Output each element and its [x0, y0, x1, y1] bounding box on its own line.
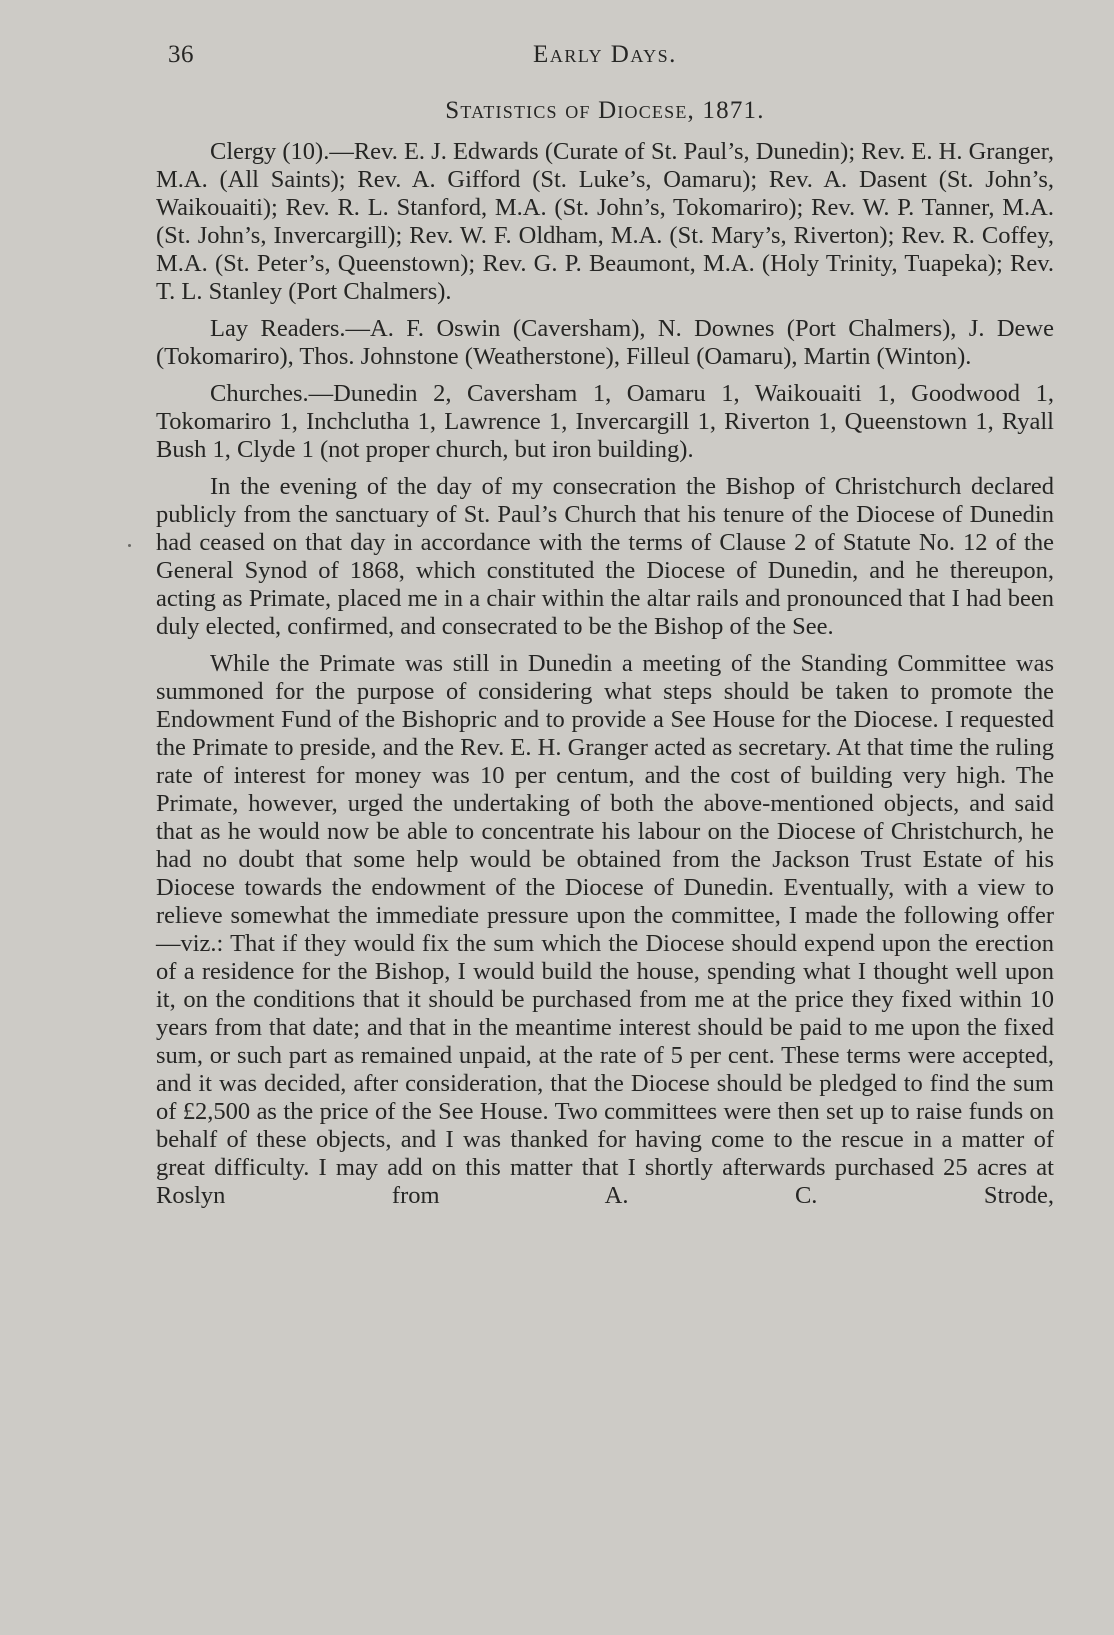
- paragraph-clergy: Clergy (10).—Rev. E. J. Edwards (Curate of St. Paul’s, Dunedin); Rev. E. H. Granger, M.A. (All Saints); Rev. A. Gifford (St. Luke’s, Oamaru); Rev. A. Dasent (St. John’s, Waikouaiti); Rev. R. L. Stanford, M.A. (St. John’s, Tokomariro); Rev. W. P. Tanner, M.A. (St. John’s, Invercargill); Rev. W. F. Oldham, M.A. (St. Mary’s, Riverton); Rev. R. Coffey, M.A. (St. Peter’s, Queenstown); Rev. G. P. Beaumont, M.A. (Holy Trinity, Tuapeka); Rev. T. L. Stanley (Port Chalmers).: [156, 138, 1054, 305]
- running-head: [156, 38, 1054, 72]
- page-number: 36: [168, 41, 194, 68]
- paragraph-standing-committee: While the Primate was still in Dunedin a meeting of the Standing Committee was summoned for the purpose of considering what steps should be taken to promote the Endowment Fund of the Bishopric and to provide a See House for the Diocese. I requested the Primate to preside, and the Rev. E. H. Granger acted as secretary. At that time the ruling rate of interest for money was 10 per centum, and the cost of building very high. The Primate, however, urged the undertaking of both the above-mentioned objects, and said that as he would now be able to concentrate his labour on the Diocese of Christchurch, he had no doubt that some help would be obtained from the Jackson Trust Estate of his Diocese towards the endowment of the Diocese of Dunedin. Eventually, with a view to relieve somewhat the immediate pressure upon the committee, I made the following offer—viz.: That if they would fix the sum which the Diocese should expend upon the erection of a residence for the Bishop, I would build the house, spending what I thought well upon it, on the conditions that it should be purchased from me at the price they fixed within 10 years from that date; and that in the meantime interest should be paid to me upon the fixed sum, or such part as remained unpaid, at the rate of 5 per cent. These terms were accepted, and it was decided, after consideration, that the Diocese should be pledged to find the sum of £2,500 as the price of the See House. Two committees were then set up to raise funds on behalf of these objects, and I was thanked for having come to the rescue in a matter of great difficulty. I may add on this matter that I shortly afterwards purchased 25 acres at Roslyn from A. C. Strode,: [156, 650, 1054, 1209]
- ink-speck: [128, 544, 131, 547]
- section-heading: Statistics of Diocese, 1871.: [445, 97, 765, 124]
- paragraph-churches: Churches.—Dunedin 2, Caversham 1, Oamaru 1, Waikouaiti 1, Goodwood 1, Tokomariro 1, Inchclutha 1, Lawrence 1, Invercargill 1, Riverton 1, Queenstown 1, Ryall Bush 1, Clyde 1 (not proper church, but iron building).: [156, 380, 1054, 463]
- paragraph-consecration: In the evening of the day of my consecration the Bishop of Christchurch declared publicly from the sanctuary of St. Paul’s Church that his tenure of the Diocese of Dunedin had ceased on that day in accordance with the terms of Clause 2 of Statute No. 12 of the General Synod of 1868, which constituted the Diocese of Dunedin, and he thereupon, acting as Primate, placed me in a chair within the altar rails and pronounced that I had been duly elected, confirmed, and consecrated to be the Bishop of the See.: [156, 473, 1054, 640]
- running-title: Early Days.: [533, 41, 677, 68]
- body-text: [156, 94, 1054, 1219]
- paragraph-lay-readers: Lay Readers.—A. F. Oswin (Caversham), N. Downes (Port Chalmers), J. Dewe (Tokomariro), Thos. Johnstone (Weatherstone), Filleul (Oamaru), Martin (Winton).: [156, 315, 1054, 370]
